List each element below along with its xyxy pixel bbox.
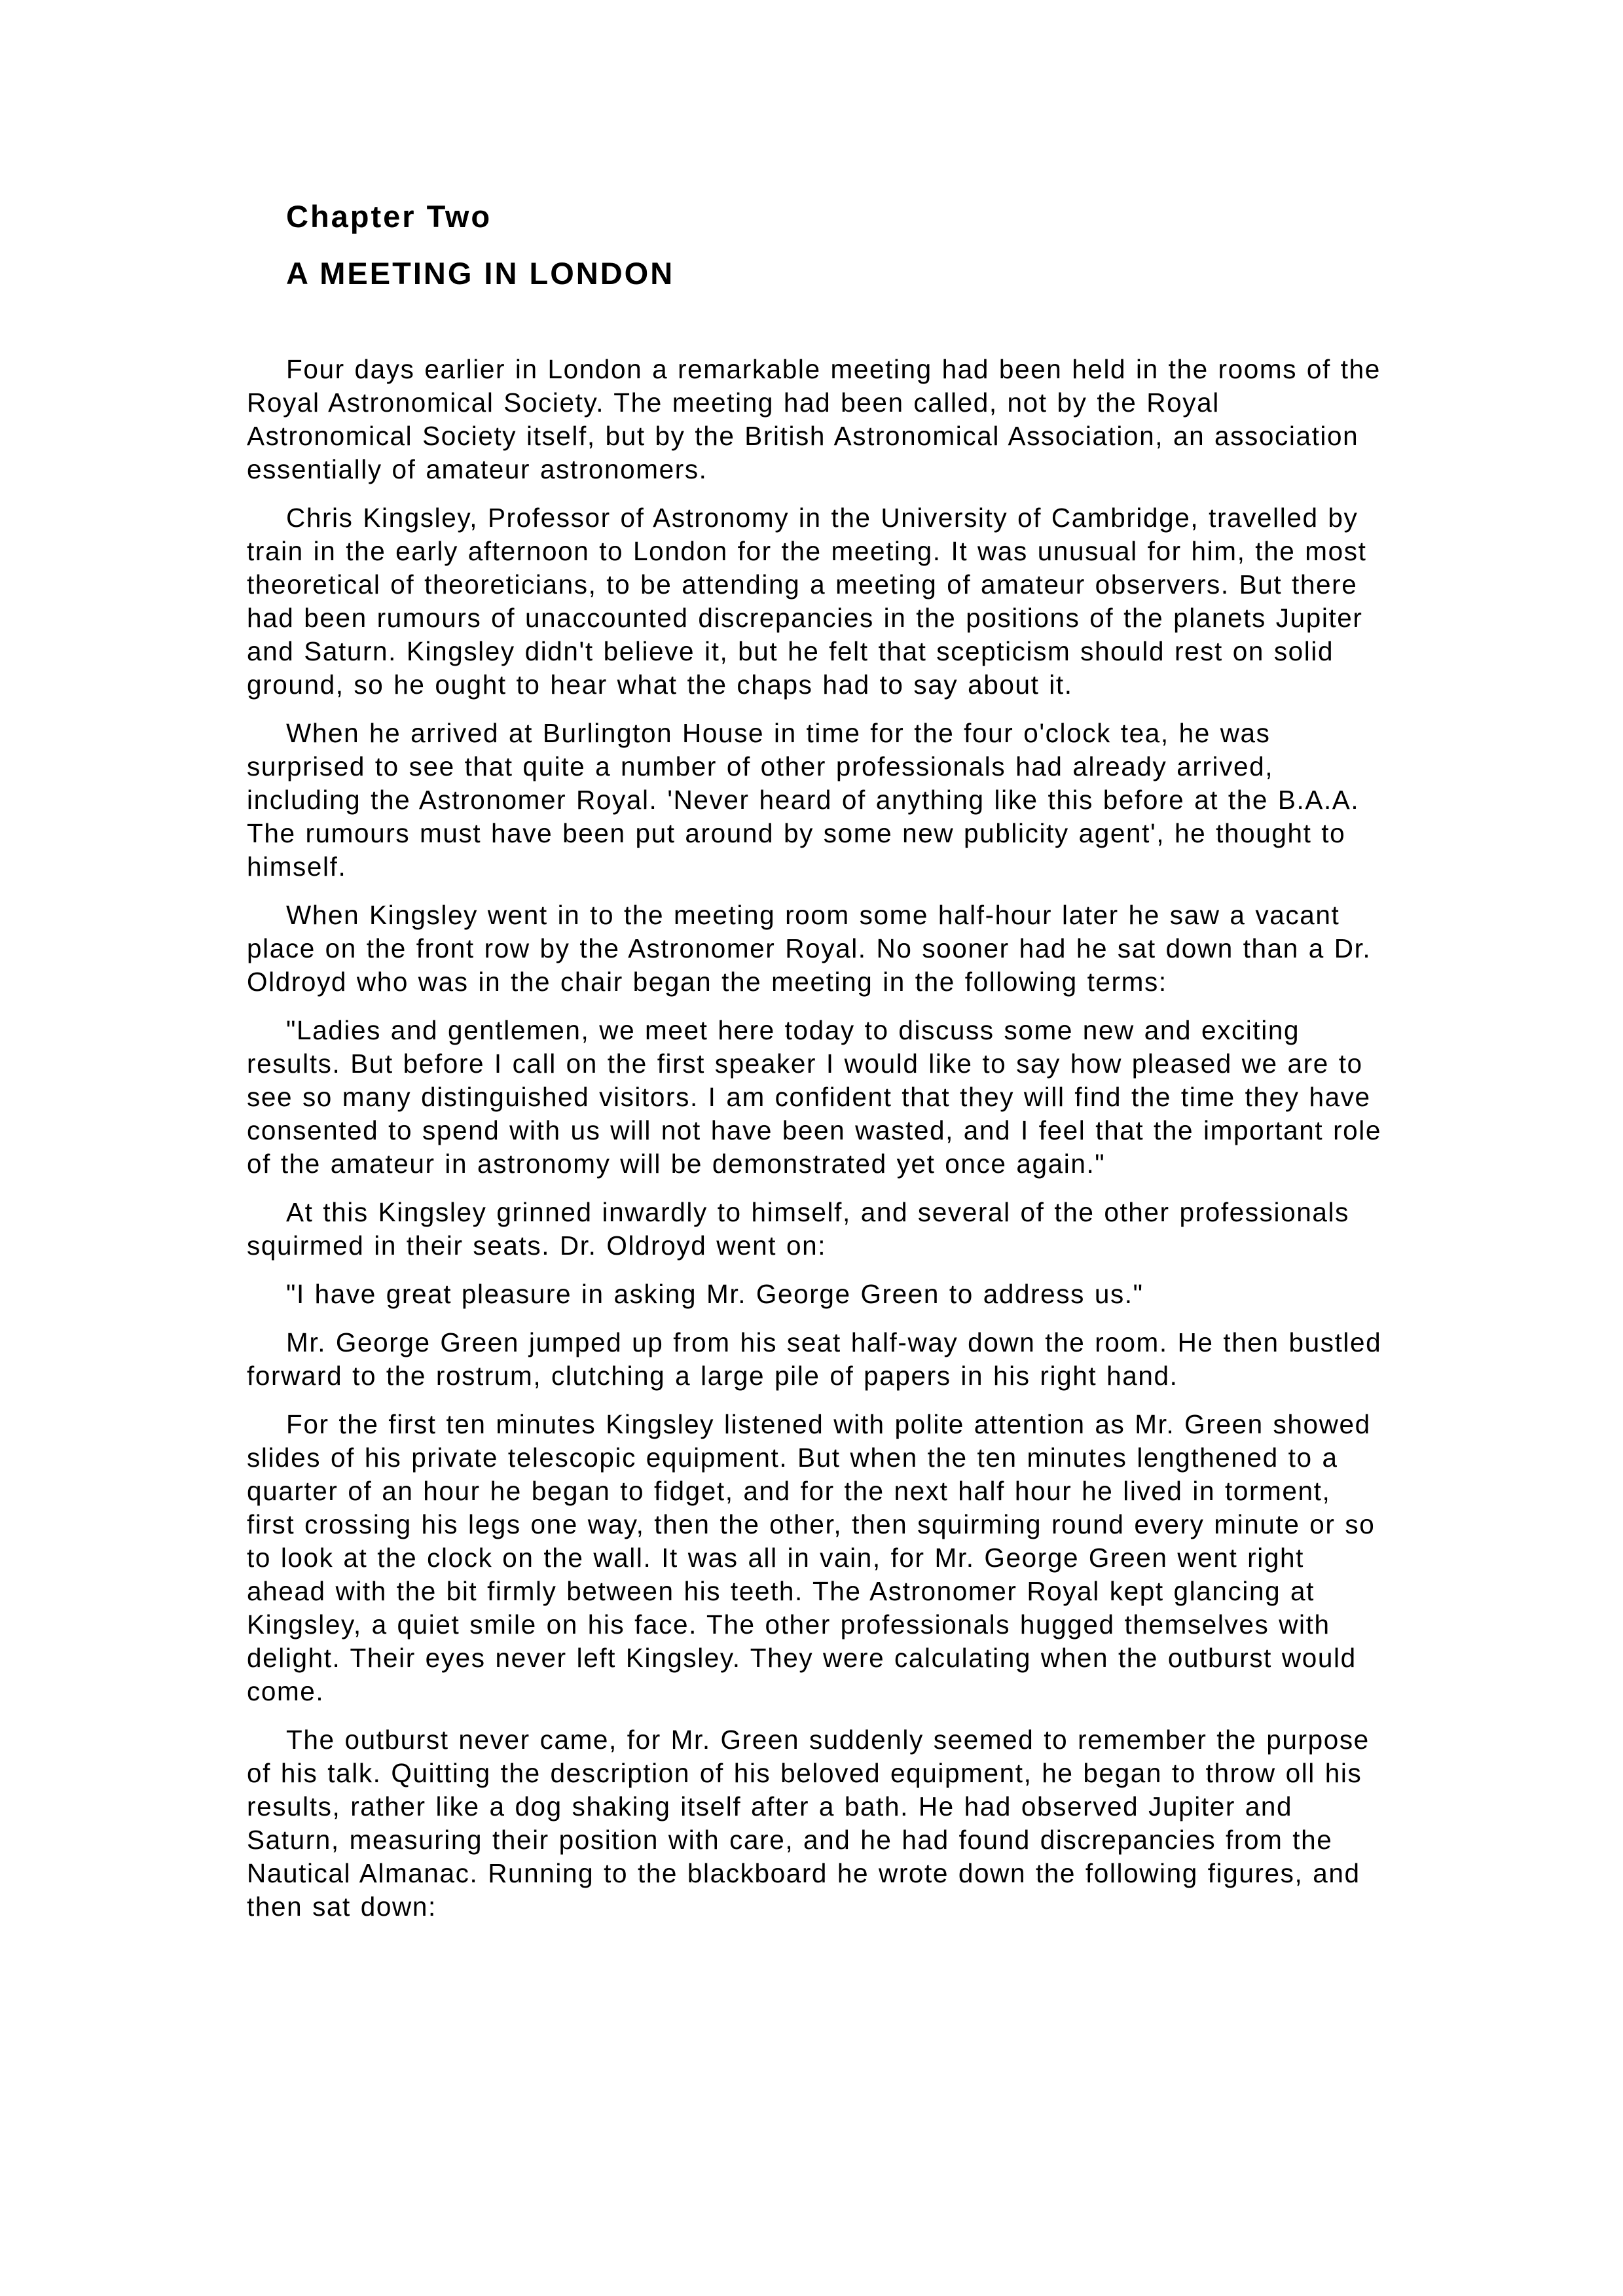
paragraph: Chris Kingsley, Professor of Astronomy in the University of Cambridge, travelled by train in the early afternoon to London for the meeting. It was unusual for him, the most theoretical of theoreticians, to be attending a meeting of amateur observers. But there had been rumours of unaccounted discrepancies in the positions of the planets Jupiter and Saturn. Kingsley didn't believe it, but he felt that scepticism should rest on solid ground, so he ought to hear what the chaps had to say about it.: [247, 503, 1367, 700]
paragraph: "I have great pleasure in asking Mr. George Green to address us.": [286, 1279, 1144, 1309]
paragraph: At this Kingsley grinned inwardly to himself, and several of the other professionals squirmed in their seats. Dr. Oldroyd went on:: [247, 1197, 1349, 1261]
chapter-title: A MEETING IN LONDON: [286, 256, 675, 291]
chapter-body: [247, 353, 1383, 1924]
chapter-number: Chapter Two: [286, 199, 492, 234]
paragraph: When Kingsley went in to the meeting room some half-hour later he saw a vacant place on the front row by the Astronomer Royal. No sooner had he sat down than a Dr. Oldroyd who was in the chair began the meeting in the following terms:: [247, 900, 1372, 997]
paragraph: For the first ten minutes Kingsley listened with polite attention as Mr. Green showed slides of his private telescopic equipment. But when the ten minutes lengthened to a quarter of an hour he began to fidget, and for the next half hour he lived in torment, first crossing his legs one way, then the other, then squirming round every minute or so to look at the clock on the wall. It was all in vain, for Mr. George Green went right ahead with the bit firmly between his teeth. The Astronomer Royal kept glancing at Kingsley, a quiet smile on his face. The other professionals hugged themselves with delight. Their eyes never left Kingsley. They were calculating when the outburst would come.: [247, 1409, 1376, 1706]
paragraph: "Ladies and gentlemen, we meet here today to discuss some new and exciting results. But before I call on the first speaker I would like to say how pleased we are to see so many distinguished visitors. I am confident that they will find the time they have consented to spend with us will not have been wasted, and I feel that the important role of the amateur in astronomy will be demonstrated yet once again.": [247, 1015, 1382, 1179]
paragraph: When he arrived at Burlington House in time for the four o'clock tea, he was surprised to see that quite a number of other professionals had already arrived, including the Astronomer Royal. 'Never heard of anything like this before at the B.A.A. The rumours must have been put around by some new publicity agent', he thought to himself.: [247, 718, 1360, 882]
paragraph: Mr. George Green jumped up from his seat half-way down the room. He then bustled forward to the rostrum, clutching a large pile of papers in his right hand.: [247, 1327, 1382, 1391]
document-page: [247, 196, 1383, 1939]
paragraph: The outburst never came, for Mr. Green suddenly seemed to remember the purpose of his talk. Quitting the description of his beloved equipment, he began to throw oll his results, rather like a dog shaking itself after a bath. He had observed Jupiter and Saturn, measuring their position with care, and he had found discrepancies from the Nautical Almanac. Running to the blackboard he wrote down the following figures, and then sat down:: [247, 1725, 1370, 1922]
paragraph: Four days earlier in London a remarkable meeting had been held in the rooms of the Royal Astronomical Society. The meeting had been called, not by the Royal Astronomical Society itself, but by the British Astronomical Association, an association essentially of amateur astronomers.: [247, 354, 1381, 484]
